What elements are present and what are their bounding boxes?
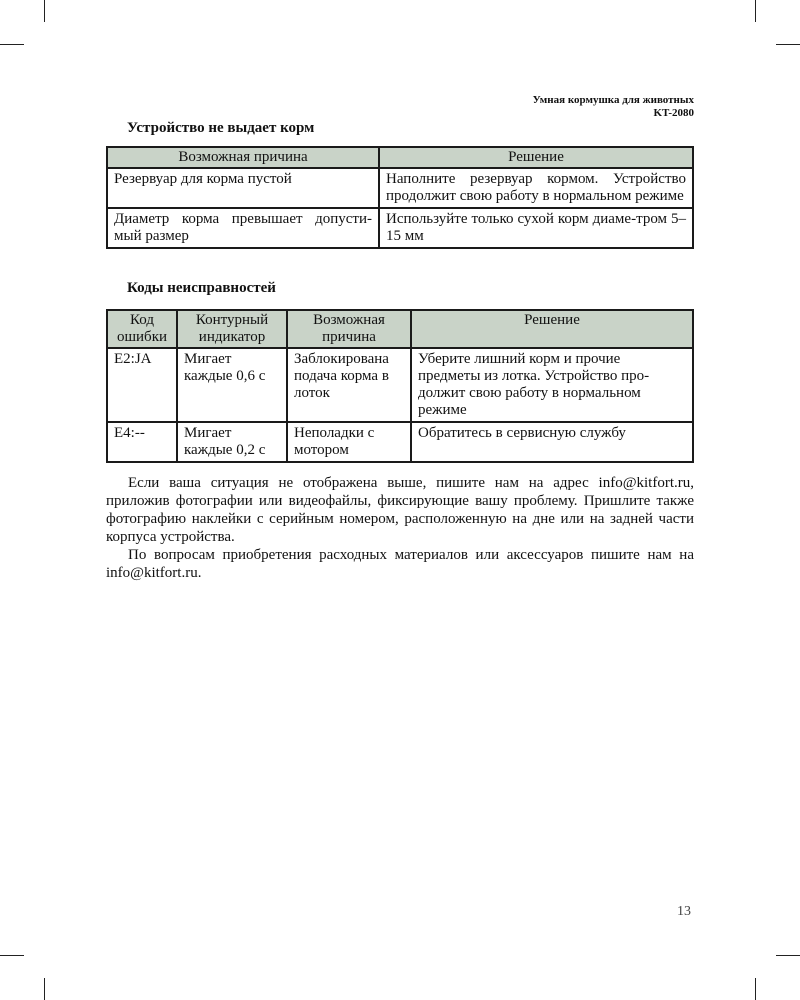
table-row <box>107 348 693 422</box>
header-product: Умная кормушка для животных <box>532 94 694 106</box>
crop-mark <box>776 44 800 45</box>
contact-text <box>106 474 694 582</box>
crop-mark <box>44 978 45 1000</box>
error-codes-table <box>106 309 694 463</box>
indicator-cell: Мигает каждые 0,6 с <box>177 348 287 422</box>
column-header: Возможная причина <box>107 147 379 168</box>
error-code-cell: E2:JA <box>107 348 177 422</box>
table-header-row <box>107 310 693 348</box>
no-feed-table <box>106 146 694 249</box>
column-header: Решение <box>379 147 693 168</box>
cause-cell: Неполадки с мотором <box>287 422 411 462</box>
running-header <box>533 94 694 120</box>
crop-mark <box>0 44 24 45</box>
error-code-cell: E4:-- <box>107 422 177 462</box>
cause-cell: Заблокирована подача корма в лоток <box>287 348 411 422</box>
solution-cell: Наполните резервуар кормом. Устройство продолжит свою работу в нормальном режиме <box>379 168 693 208</box>
indicator-cell: Мигает каждые 0,2 с <box>177 422 287 462</box>
crop-mark <box>776 955 800 956</box>
solution-cell: Используйте только сухой корм диаме-тром 5–15 мм <box>379 208 693 248</box>
cause-cell: Диаметр корма превышает допусти-мый размер <box>107 208 379 248</box>
table-header-row <box>107 147 693 168</box>
header-model: KT-2080 <box>653 107 694 119</box>
supplies-paragraph: По вопросам приобретения расходных материалов или аксессуаров пишите нам на info@kitfort.ru. <box>106 547 694 581</box>
crop-mark <box>755 0 756 22</box>
solution-cell: Уберите лишний корм и прочие предметы из лотка. Устройство про-должит свою работу в нормальном режиме <box>411 348 693 422</box>
column-header: Решение <box>411 310 693 348</box>
column-header: Код ошибки <box>107 310 177 348</box>
table-row <box>107 208 693 248</box>
solution-cell: Обратитесь в сервисную службу <box>411 422 693 462</box>
section-title-error-codes: Коды неисправностей <box>127 280 276 296</box>
cause-cell: Резервуар для корма пустой <box>107 168 379 208</box>
page-number: 13 <box>677 904 691 919</box>
table-row <box>107 422 693 462</box>
crop-mark <box>0 955 24 956</box>
crop-mark <box>44 0 45 22</box>
crop-mark <box>755 978 756 1000</box>
section-title-no-feed: Устройство не выдает корм <box>127 120 315 136</box>
column-header: Возможная причина <box>287 310 411 348</box>
column-header: Контурный индикатор <box>177 310 287 348</box>
table-row <box>107 168 693 208</box>
contact-paragraph: Если ваша ситуация не отображена выше, пишите нам на адрес info@kitfort.ru, приложив фотографии или видеофайлы, фиксирующие вашу проблему. Пришлите также фотографию наклейки с серийным номером, расположенную на дне или на задней части корпуса устройства. <box>106 475 694 545</box>
